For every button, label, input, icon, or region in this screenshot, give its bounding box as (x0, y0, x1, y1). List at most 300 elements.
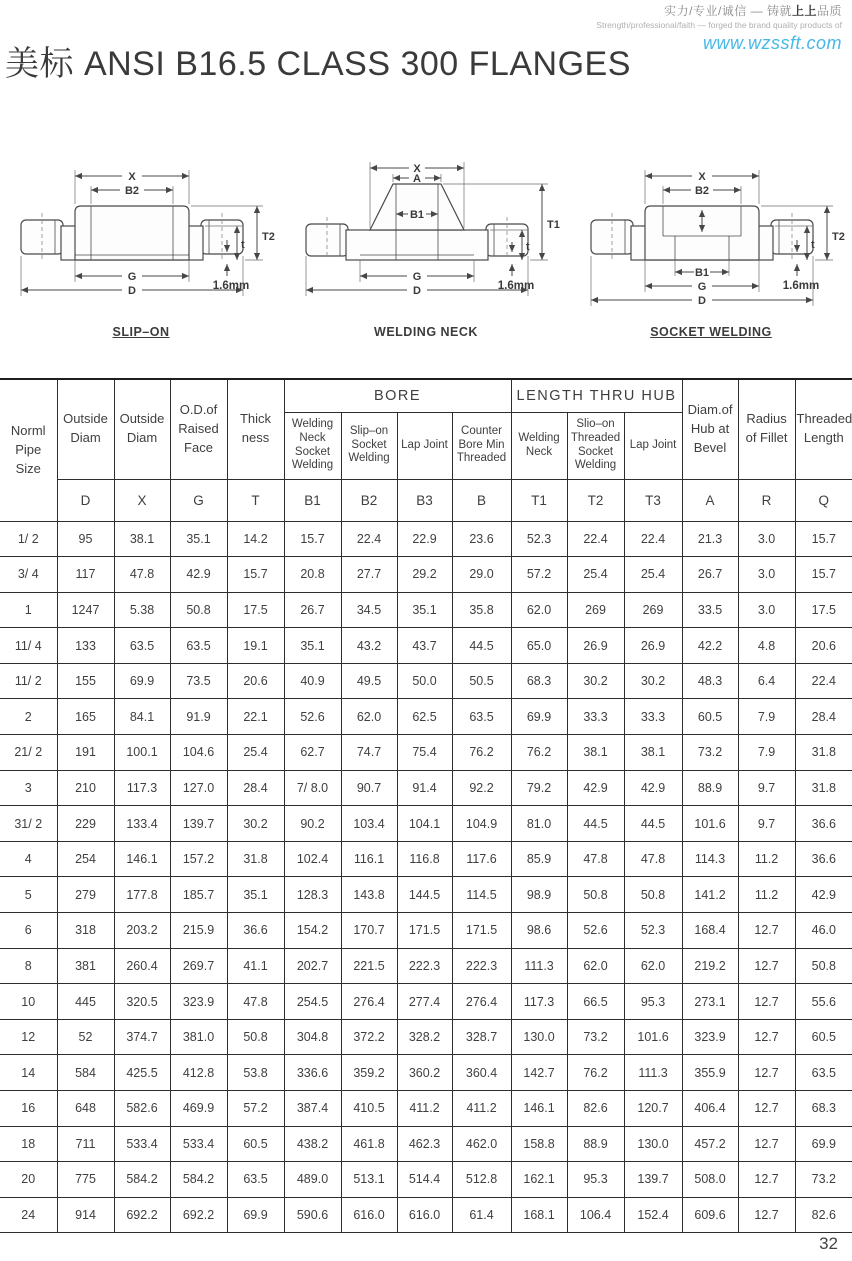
value-cell: 514.4 (397, 1162, 452, 1198)
value-cell: 11.2 (738, 877, 795, 913)
pipe-size-cell: 8 (0, 948, 57, 984)
value-cell: 130.0 (624, 1126, 682, 1162)
subheader-bore-counter: Counter Bore Min Threaded (452, 412, 511, 479)
value-cell: 33.3 (624, 699, 682, 735)
table-row (0, 984, 852, 1020)
value-cell: 185.7 (170, 877, 227, 913)
letter-a: A (682, 479, 738, 521)
value-cell: 616.0 (341, 1197, 397, 1233)
table-row (0, 735, 852, 771)
value-cell: 162.1 (511, 1162, 567, 1198)
value-cell: 42.2 (682, 628, 738, 664)
value-cell: 318 (57, 913, 114, 949)
value-cell: 36.6 (227, 913, 284, 949)
subheader-hub-slip-on: Slio–on Threaded Socket Welding (567, 412, 624, 479)
letter-b3: B3 (397, 479, 452, 521)
value-cell: 92.2 (452, 770, 511, 806)
value-cell: 120.7 (624, 1091, 682, 1127)
dim-label-x: X (698, 171, 706, 183)
value-cell: 381 (57, 948, 114, 984)
value-cell: 47.8 (624, 841, 682, 877)
value-cell: 22.4 (341, 521, 397, 557)
value-cell: 203.2 (114, 913, 170, 949)
value-cell: 50.8 (567, 877, 624, 913)
value-cell: 20.8 (284, 557, 341, 593)
letter-x: X (114, 479, 170, 521)
value-cell: 69.9 (227, 1197, 284, 1233)
value-cell: 26.9 (567, 628, 624, 664)
pipe-size-cell: 11/ 2 (0, 663, 57, 699)
value-cell: 6.4 (738, 663, 795, 699)
value-cell: 75.4 (397, 735, 452, 771)
value-cell: 30.2 (567, 663, 624, 699)
dim-label-raised-face: 1.6mm (782, 280, 820, 292)
value-cell: 20.6 (795, 628, 852, 664)
value-cell: 12.7 (738, 1162, 795, 1198)
value-cell: 143.8 (341, 877, 397, 913)
value-cell: 171.5 (397, 913, 452, 949)
value-cell: 26.7 (682, 557, 738, 593)
value-cell: 31.8 (795, 735, 852, 771)
value-cell: 170.7 (341, 913, 397, 949)
value-cell: 25.4 (624, 557, 682, 593)
value-cell: 584.2 (114, 1162, 170, 1198)
table-row (0, 841, 852, 877)
value-cell: 168.1 (511, 1197, 567, 1233)
value-cell: 372.2 (341, 1019, 397, 1055)
value-cell: 374.7 (114, 1019, 170, 1055)
value-cell: 23.6 (452, 521, 511, 557)
value-cell: 85.9 (511, 841, 567, 877)
value-cell: 360.2 (397, 1055, 452, 1091)
value-cell: 52.6 (567, 913, 624, 949)
value-cell: 61.4 (452, 1197, 511, 1233)
pipe-size-cell: 2 (0, 699, 57, 735)
letter-b: B (452, 479, 511, 521)
diagram-row (0, 156, 852, 339)
letter-t1: T1 (511, 479, 567, 521)
value-cell: 215.9 (170, 913, 227, 949)
value-cell: 52.3 (511, 521, 567, 557)
value-cell: 411.2 (397, 1091, 452, 1127)
socket-welding-drawing (575, 156, 847, 324)
value-cell: 410.5 (341, 1091, 397, 1127)
value-cell: 4.8 (738, 628, 795, 664)
dim-label-b2: B2 (694, 185, 710, 197)
value-cell: 62.0 (341, 699, 397, 735)
value-cell: 15.7 (227, 557, 284, 593)
value-cell: 76.2 (511, 735, 567, 771)
value-cell: 91.9 (170, 699, 227, 735)
value-cell: 7/ 8.0 (284, 770, 341, 806)
brand-block (596, 2, 842, 54)
value-cell: 117.6 (452, 841, 511, 877)
value-cell: 116.1 (341, 841, 397, 877)
dim-label-t: t (526, 241, 530, 253)
subheader-bore-lap-joint: Lap Joint (397, 412, 452, 479)
diagram-caption-welding-neck: WELDING NECK (374, 325, 478, 339)
value-cell: 43.7 (397, 628, 452, 664)
value-cell: 155 (57, 663, 114, 699)
value-cell: 9.7 (738, 806, 795, 842)
value-cell: 323.9 (682, 1019, 738, 1055)
value-cell: 582.6 (114, 1091, 170, 1127)
value-cell: 328.7 (452, 1019, 511, 1055)
dim-label-t2: T2 (262, 231, 275, 243)
table-row (0, 592, 852, 628)
group-header-bore: BORE (284, 379, 511, 412)
value-cell: 30.2 (624, 663, 682, 699)
value-cell: 111.3 (624, 1055, 682, 1091)
letter-q: Q (795, 479, 852, 521)
col-header-thickness: Thick ness (227, 379, 284, 479)
value-cell: 73.2 (567, 1019, 624, 1055)
pipe-size-cell: 1 (0, 592, 57, 628)
value-cell: 103.4 (341, 806, 397, 842)
dim-label-g: G (412, 271, 422, 283)
table-row (0, 913, 852, 949)
table-body (0, 521, 852, 1233)
value-cell: 104.6 (170, 735, 227, 771)
value-cell: 90.7 (341, 770, 397, 806)
dim-label-g: G (697, 281, 707, 293)
table-row (0, 628, 852, 664)
value-cell: 69.9 (795, 1126, 852, 1162)
value-cell: 38.1 (567, 735, 624, 771)
value-cell: 28.4 (227, 770, 284, 806)
value-cell: 412.8 (170, 1055, 227, 1091)
value-cell: 95.3 (624, 984, 682, 1020)
value-cell: 101.6 (682, 806, 738, 842)
value-cell: 222.3 (397, 948, 452, 984)
table-row (0, 1162, 852, 1198)
value-cell: 457.2 (682, 1126, 738, 1162)
value-cell: 35.1 (397, 592, 452, 628)
letter-b2: B2 (341, 479, 397, 521)
col-header-threaded-length: Threaded Length (795, 379, 852, 479)
pipe-size-cell: 3 (0, 770, 57, 806)
value-cell: 12.7 (738, 948, 795, 984)
pipe-size-cell: 31/ 2 (0, 806, 57, 842)
value-cell: 139.7 (624, 1162, 682, 1198)
value-cell: 50.8 (624, 877, 682, 913)
value-cell: 17.5 (227, 592, 284, 628)
value-cell: 98.6 (511, 913, 567, 949)
value-cell: 1247 (57, 592, 114, 628)
value-cell: 69.9 (114, 663, 170, 699)
value-cell: 68.3 (511, 663, 567, 699)
value-cell: 73.2 (682, 735, 738, 771)
value-cell: 584.2 (170, 1162, 227, 1198)
value-cell: 22.4 (567, 521, 624, 557)
value-cell: 30.2 (227, 806, 284, 842)
value-cell: 41.1 (227, 948, 284, 984)
dim-label-b1: B1 (694, 267, 710, 279)
pipe-size-cell: 12 (0, 1019, 57, 1055)
value-cell: 15.7 (795, 521, 852, 557)
value-cell: 914 (57, 1197, 114, 1233)
table-row (0, 1019, 852, 1055)
value-cell: 62.5 (397, 699, 452, 735)
table-row (0, 663, 852, 699)
value-cell: 462.0 (452, 1126, 511, 1162)
dim-label-d: D (698, 295, 706, 307)
value-cell: 73.2 (795, 1162, 852, 1198)
value-cell: 35.1 (227, 877, 284, 913)
value-cell: 60.5 (227, 1126, 284, 1162)
value-cell: 117.3 (511, 984, 567, 1020)
value-cell: 55.6 (795, 984, 852, 1020)
value-cell: 609.6 (682, 1197, 738, 1233)
value-cell: 106.4 (567, 1197, 624, 1233)
value-cell: 533.4 (114, 1126, 170, 1162)
value-cell: 76.2 (452, 735, 511, 771)
value-cell: 269 (567, 592, 624, 628)
value-cell: 269 (624, 592, 682, 628)
value-cell: 25.4 (567, 557, 624, 593)
value-cell: 52.6 (284, 699, 341, 735)
value-cell: 35.8 (452, 592, 511, 628)
diagram-caption-slip-on: SLIP–ON (112, 325, 170, 339)
value-cell: 42.9 (170, 557, 227, 593)
subheader-bore-slip-on: Slip–on Socket Welding (341, 412, 397, 479)
value-cell: 66.5 (567, 984, 624, 1020)
value-cell: 47.8 (227, 984, 284, 1020)
value-cell: 127.0 (170, 770, 227, 806)
value-cell: 15.7 (795, 557, 852, 593)
value-cell: 84.1 (114, 699, 170, 735)
value-cell: 711 (57, 1126, 114, 1162)
value-cell: 34.5 (341, 592, 397, 628)
col-header-radius-fillet: Radius of Fillet (738, 379, 795, 479)
dim-label-b2: B2 (124, 185, 140, 197)
value-cell: 25.4 (227, 735, 284, 771)
value-cell: 60.5 (795, 1019, 852, 1055)
dim-label-t1: T1 (547, 219, 560, 231)
value-cell: 111.3 (511, 948, 567, 984)
value-cell: 7.9 (738, 735, 795, 771)
value-cell: 12.7 (738, 1197, 795, 1233)
header-letter-row (0, 479, 852, 521)
value-cell: 104.1 (397, 806, 452, 842)
slogan-prefix: 实力/专业/诚信 — 铸就 (664, 4, 792, 18)
value-cell: 12.7 (738, 913, 795, 949)
value-cell: 9.7 (738, 770, 795, 806)
pipe-size-cell: 1/ 2 (0, 521, 57, 557)
value-cell: 177.8 (114, 877, 170, 913)
value-cell: 191 (57, 735, 114, 771)
value-cell: 133 (57, 628, 114, 664)
value-cell: 36.6 (795, 841, 852, 877)
dim-label-a: A (413, 173, 421, 185)
value-cell: 104.9 (452, 806, 511, 842)
value-cell: 38.1 (624, 735, 682, 771)
value-cell: 355.9 (682, 1055, 738, 1091)
table-row (0, 1055, 852, 1091)
value-cell: 304.8 (284, 1019, 341, 1055)
dim-label-x: X (128, 171, 136, 183)
pipe-size-cell: 24 (0, 1197, 57, 1233)
value-cell: 60.5 (682, 699, 738, 735)
value-cell: 425.5 (114, 1055, 170, 1091)
value-cell: 22.1 (227, 699, 284, 735)
value-cell: 254.5 (284, 984, 341, 1020)
value-cell: 44.5 (567, 806, 624, 842)
subheader-bore-welding-neck: Welding Neck Socket Welding (284, 412, 341, 479)
value-cell: 49.5 (341, 663, 397, 699)
header-group-row (0, 379, 852, 412)
value-cell: 28.4 (795, 699, 852, 735)
value-cell: 130.0 (511, 1019, 567, 1055)
value-cell: 50.8 (227, 1019, 284, 1055)
diagram-socket-welding (572, 156, 850, 339)
value-cell: 152.4 (624, 1197, 682, 1233)
value-cell: 323.9 (170, 984, 227, 1020)
dim-label-raised-face: 1.6mm (212, 280, 250, 292)
value-cell: 36.6 (795, 806, 852, 842)
value-cell: 38.1 (114, 521, 170, 557)
table-row (0, 806, 852, 842)
value-cell: 44.5 (624, 806, 682, 842)
value-cell: 590.6 (284, 1197, 341, 1233)
value-cell: 128.3 (284, 877, 341, 913)
value-cell: 68.3 (795, 1091, 852, 1127)
table-row (0, 1197, 852, 1233)
value-cell: 43.2 (341, 628, 397, 664)
value-cell: 63.5 (114, 628, 170, 664)
value-cell: 406.4 (682, 1091, 738, 1127)
letter-r: R (738, 479, 795, 521)
value-cell: 81.0 (511, 806, 567, 842)
letter-d: D (57, 479, 114, 521)
subheader-hub-lap-joint: Lap Joint (624, 412, 682, 479)
col-header-hub-bevel: Diam.of Hub at Bevel (682, 379, 738, 479)
value-cell: 22.9 (397, 521, 452, 557)
value-cell: 50.5 (452, 663, 511, 699)
value-cell: 35.1 (284, 628, 341, 664)
value-cell: 42.9 (624, 770, 682, 806)
value-cell: 91.4 (397, 770, 452, 806)
value-cell: 42.9 (795, 877, 852, 913)
diagram-caption-socket-welding: SOCKET WELDING (650, 325, 772, 339)
value-cell: 512.8 (452, 1162, 511, 1198)
value-cell: 411.2 (452, 1091, 511, 1127)
value-cell: 46.0 (795, 913, 852, 949)
value-cell: 202.7 (284, 948, 341, 984)
dim-label-raised-face: 1.6mm (497, 280, 535, 292)
value-cell: 76.2 (567, 1055, 624, 1091)
value-cell: 48.3 (682, 663, 738, 699)
value-cell: 14.2 (227, 521, 284, 557)
value-cell: 438.2 (284, 1126, 341, 1162)
value-cell: 95.3 (567, 1162, 624, 1198)
pipe-size-cell: 18 (0, 1126, 57, 1162)
value-cell: 26.7 (284, 592, 341, 628)
table-row (0, 770, 852, 806)
value-cell: 27.7 (341, 557, 397, 593)
value-cell: 31.8 (795, 770, 852, 806)
letter-t: T (227, 479, 284, 521)
value-cell: 279 (57, 877, 114, 913)
dim-label-g: G (127, 271, 137, 283)
value-cell: 35.1 (170, 521, 227, 557)
brand-website-url: www.wzssft.com (702, 33, 842, 53)
value-cell: 154.2 (284, 913, 341, 949)
value-cell: 62.0 (511, 592, 567, 628)
table-row (0, 557, 852, 593)
value-cell: 336.6 (284, 1055, 341, 1091)
value-cell: 144.5 (397, 877, 452, 913)
group-header-length-thru-hub: LENGTH THRU HUB (511, 379, 682, 412)
flange-spec-table (0, 378, 852, 1233)
col-header-outside-diam-d: Outside Diam (57, 379, 114, 479)
col-header-outside-diam-x: Outside Diam (114, 379, 170, 479)
value-cell: 273.1 (682, 984, 738, 1020)
value-cell: 62.7 (284, 735, 341, 771)
value-cell: 57.2 (227, 1091, 284, 1127)
value-cell: 5.38 (114, 592, 170, 628)
pipe-size-cell: 16 (0, 1091, 57, 1127)
value-cell: 82.6 (795, 1197, 852, 1233)
welding-neck-drawing (290, 156, 562, 324)
table-row (0, 699, 852, 735)
value-cell: 95 (57, 521, 114, 557)
value-cell: 114.5 (452, 877, 511, 913)
value-cell: 12.7 (738, 984, 795, 1020)
value-cell: 469.9 (170, 1091, 227, 1127)
value-cell: 101.6 (624, 1019, 682, 1055)
value-cell: 15.7 (284, 521, 341, 557)
pipe-size-cell: 3/ 4 (0, 557, 57, 593)
col-header-od-raised-face: O.D.of Raised Face (170, 379, 227, 479)
value-cell: 63.5 (795, 1055, 852, 1091)
value-cell: 74.7 (341, 735, 397, 771)
dim-label-x: X (413, 163, 421, 175)
pipe-size-cell: 11/ 4 (0, 628, 57, 664)
value-cell: 165 (57, 699, 114, 735)
value-cell: 616.0 (397, 1197, 452, 1233)
value-cell: 98.9 (511, 877, 567, 913)
value-cell: 82.6 (567, 1091, 624, 1127)
value-cell: 3.0 (738, 557, 795, 593)
value-cell: 40.9 (284, 663, 341, 699)
value-cell: 44.5 (452, 628, 511, 664)
value-cell: 229 (57, 806, 114, 842)
value-cell: 222.3 (452, 948, 511, 984)
letter-t2: T2 (567, 479, 624, 521)
value-cell: 50.8 (170, 592, 227, 628)
value-cell: 489.0 (284, 1162, 341, 1198)
value-cell: 19.1 (227, 628, 284, 664)
value-cell: 584 (57, 1055, 114, 1091)
value-cell: 276.4 (341, 984, 397, 1020)
value-cell: 31.8 (227, 841, 284, 877)
slogan-bold: 上上 (791, 4, 817, 18)
value-cell: 508.0 (682, 1162, 738, 1198)
diagram-slip-on (2, 156, 280, 339)
value-cell: 117 (57, 557, 114, 593)
brand-slogan-cn (596, 2, 842, 19)
value-cell: 29.2 (397, 557, 452, 593)
value-cell: 692.2 (114, 1197, 170, 1233)
value-cell: 100.1 (114, 735, 170, 771)
value-cell: 3.0 (738, 521, 795, 557)
value-cell: 63.5 (227, 1162, 284, 1198)
value-cell: 33.5 (682, 592, 738, 628)
value-cell: 102.4 (284, 841, 341, 877)
value-cell: 219.2 (682, 948, 738, 984)
value-cell: 17.5 (795, 592, 852, 628)
